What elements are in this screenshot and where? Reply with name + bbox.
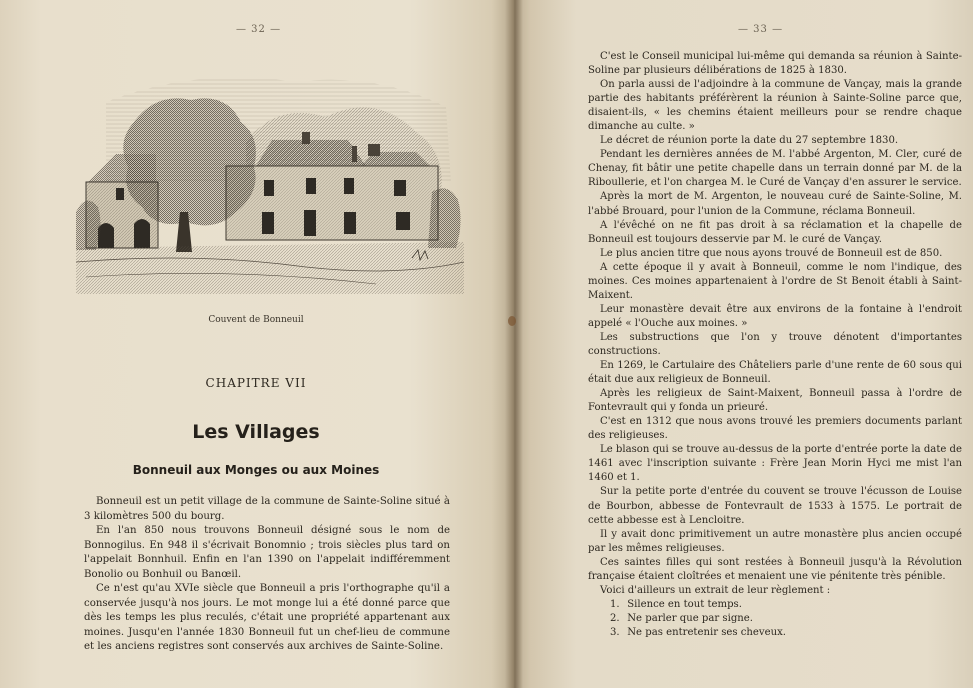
chapter-heading: CHAPITRE VII: [205, 376, 307, 390]
paragraph: Après la mort de M. Argenton, le nouveau curé de Sainte-Soline, M. l'abbé Brouard, pour l'union de la Commune, réclama Bonneuil.: [588, 191, 962, 217]
page-number-right: — 33 —: [738, 24, 784, 35]
right-page: [512, 0, 973, 688]
paragraph: En 1269, le Cartulaire des Châteliers parle d'une rente de 60 sous qui était due aux religieux de Bonneuil.: [588, 360, 962, 386]
paragraph: Sur la petite porte d'entrée du couvent se trouve l'écusson de Louise de Bourbon, abbesse de Fontevrault de 1533 à 1575. Le portrait de cette abbesse est à Lencloitre.: [588, 486, 962, 526]
list-number: 1.: [610, 598, 620, 610]
paragraph: Ce n'est qu'au XVIe siècle que Bonneuil a pris l'orthographe qu'il a conservée jusqu'à nos jours. Le mot monge lui a été donné parce que dès les temps les plus reculés, c'était une propriété appartenant aux moines. Jusqu'en l'année 1830 Bonneuil fut un chef-lieu de commune et les anciens registres sont conservés aux archives de Sainte-Soline.: [84, 583, 450, 652]
list-number: 2.: [610, 612, 620, 624]
paragraph: Voici d'ailleurs un extrait de leur règlement :: [600, 584, 831, 596]
list-item: [610, 598, 962, 612]
paragraph: Après les religieux de Saint-Maixent, Bonneuil passa à l'ordre de Fontevrault qui y fonda un prieuré.: [588, 388, 962, 414]
section-title: Bonneuil aux Monges ou aux Moines: [132, 463, 380, 477]
paragraph: Le plus ancien titre que nous ayons trouvé de Bonneuil est de 850.: [600, 247, 943, 259]
paragraph: Bonneuil est un petit village de la commune de Sainte-Soline situé à 3 kilomètres 500 du bourg.: [84, 496, 450, 522]
paper-stain: [508, 316, 516, 326]
convent-illustration: [76, 62, 464, 294]
paragraph: Il y avait donc primitivement un autre monastère plus ancien occupé par les mêmes religieuses.: [588, 528, 962, 554]
list-text: Ne pas entretenir ses cheveux.: [627, 626, 786, 638]
paragraph: C'est en 1312 que nous avons trouvé les premiers documents parlant des religieuses.: [588, 416, 962, 442]
paragraph: C'est le Conseil municipal lui-même qui demanda sa réunion à Sainte-Soline par plusieurs délibérations de 1825 à 1830.: [588, 51, 962, 77]
illustration-caption: Couvent de Bonneuil: [208, 315, 304, 325]
paragraph: A l'évêché on ne fit pas droit à sa réclamation et la chapelle de Bonneuil est toujours desservie par M. le curé de Vançay.: [588, 219, 962, 245]
paragraph: Le blason qui se trouve au-dessus de la porte d'entrée porte la date de 1461 avec l'inscription suivante : Frère Jean Morin Hyci me mist l'an 1460 et 1.: [588, 444, 962, 484]
left-body-text: [84, 495, 450, 655]
page-number-left: — 32 —: [236, 24, 282, 35]
chapter-title: Les Villages: [192, 421, 320, 443]
paragraph: Leur monastère devait être aux environs de la fontaine à l'endroit appelé « l'Ouche aux moines. »: [588, 303, 962, 329]
paragraph: On parla aussi de l'adjoindre à la commune de Vançay, mais la grande partie des habitants préférèrent la réunion à Sainte-Soline parce que, disaient-ils, « les chemins étaient meilleurs pour se rendre chaque dimanche au culte. »: [588, 79, 962, 133]
paragraph: Les substructions que l'on y trouve dénotent d'importantes constructions.: [588, 331, 962, 357]
paragraph: Le décret de réunion porte la date du 27 septembre 1830.: [600, 135, 899, 147]
list-number: 3.: [610, 626, 620, 638]
list-text: Ne parler que par signe.: [627, 612, 753, 624]
paragraph: A cette époque il y avait à Bonneuil, comme le nom l'indique, des moines. Ces moines appartenaient à l'ordre de St Benoit établi à Saint-Maixent.: [588, 261, 962, 301]
list-text: Silence en tout temps.: [627, 598, 742, 610]
paragraph: Ces saintes filles qui sont restées à Bonneuil jusqu'à la Révolution française étaient cloîtrées et menaient une vie pénitente très pénible.: [588, 556, 962, 582]
paragraph: Pendant les dernières années de M. l'abbé Argenton, M. Cler, curé de Chenay, fit bâtir une petite chapelle dans un terrain donné par M. de la Riboullerie, et l'on chargea M. le Curé de Vançay d'en assurer le service.: [588, 149, 962, 189]
list-item: [610, 612, 962, 626]
paragraph: En l'an 850 nous trouvons Bonneuil désigné sous le nom de Bonnogilus. En 948 il s'écrivait Bonomnio ; trois siècles plus tard on l'appelait Bonnhuil. Enfin en l'an 1390 on l'appelait indifféremment Bonolio ou Bonhuil ou Banœil.: [84, 525, 450, 580]
rules-list: [588, 598, 962, 640]
list-item: [610, 626, 962, 640]
right-body-text: [588, 50, 962, 640]
